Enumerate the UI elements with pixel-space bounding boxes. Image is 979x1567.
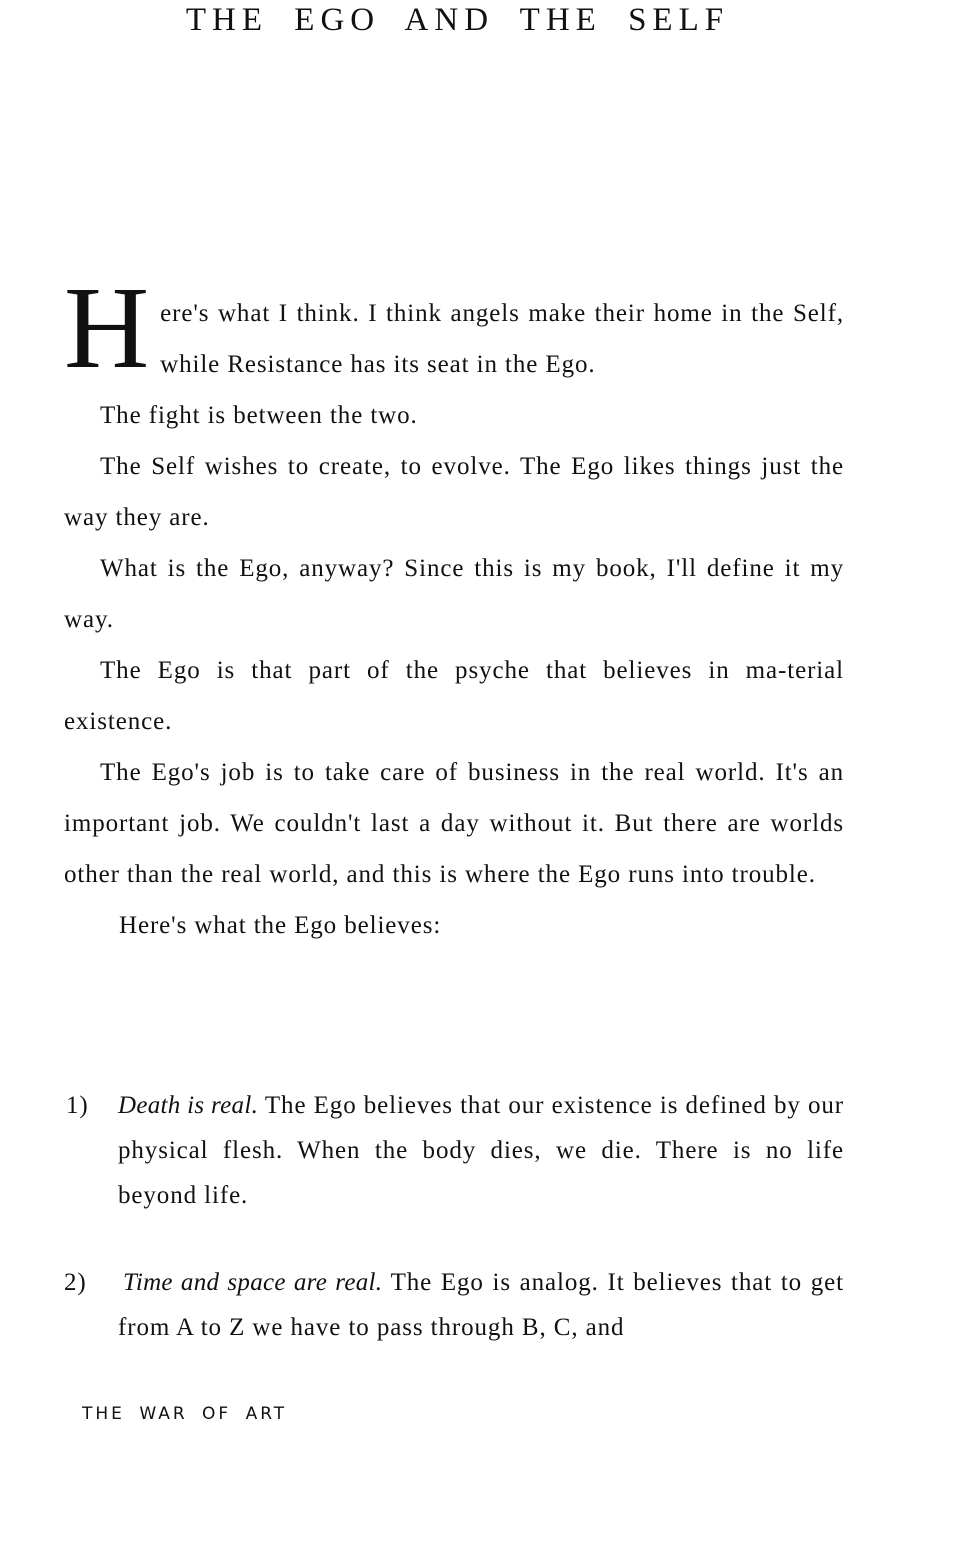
list-number: 2) <box>64 1269 87 1296</box>
list-emphasis: Time and space are real. <box>123 1269 383 1296</box>
paragraph-3: The Self wishes to create, to evolve. The Ego likes things just the way they are. <box>64 453 844 531</box>
paragraph-7: Here's what the Ego believes: <box>119 912 442 939</box>
list-emphasis: Death is real. <box>118 1092 259 1119</box>
running-footer: THE WAR OF ART <box>82 1404 288 1424</box>
list-number: 1) <box>66 1092 89 1119</box>
list-item <box>64 1083 844 1218</box>
paragraph-1-text: ere's what I think. I think angels make their home in the Self, while Resistance has its seat in the Ego. <box>160 300 844 378</box>
list-item <box>64 1260 844 1350</box>
paragraph-4: What is the Ego, anyway? Since this is my book, I'll define it my way. <box>64 555 844 633</box>
page-title: THE EGO AND THE SELF <box>185 2 730 38</box>
list-item-2 <box>64 1260 844 1350</box>
paragraph-1 <box>64 262 844 393</box>
paragraph-5: The Ego is that part of the psyche that believes in ma-terial existence. <box>64 657 844 735</box>
paragraph-6: The Ego's job is to take care of business in the real world. It's an important job. We couldn't last a day without it. But there are worlds other than the real world, and this is where the Ego runs into trouble. <box>64 759 844 888</box>
paragraph-2: The fight is between the two. <box>100 402 418 429</box>
body-text <box>64 262 844 951</box>
drop-cap: H <box>64 262 151 393</box>
list-item-1 <box>64 1083 844 1218</box>
list-text: The Ego believes that our existence is defined by our physical flesh. When the body dies, we die. There is no life beyond life. <box>118 1092 844 1209</box>
list-text: The Ego is analog. It believes that to get from A to Z we have to pass through B, C, and <box>118 1269 844 1341</box>
